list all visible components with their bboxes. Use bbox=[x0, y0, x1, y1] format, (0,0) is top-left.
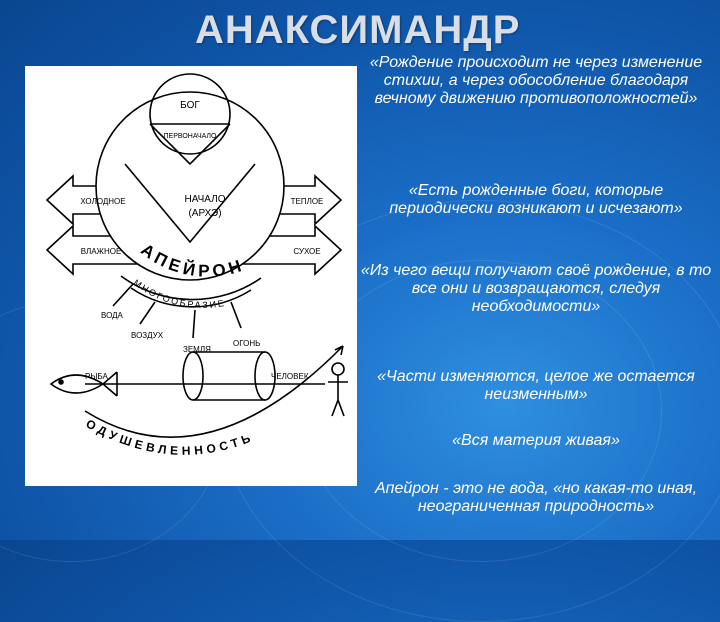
animation-arc bbox=[85, 346, 343, 437]
quote-necessity: «Из чего вещи получают своё рождение, в то все они и возвращаются, следуя необходимости» bbox=[360, 262, 712, 315]
apeiron-diagram bbox=[25, 66, 357, 486]
diagram-drawing bbox=[25, 66, 357, 486]
label-warm: ТЕПЛОЕ bbox=[290, 197, 324, 206]
quote-born-gods: «Есть рожденные боги, которые периодически возникают и исчезают» bbox=[389, 182, 683, 217]
label-water: ВОДА bbox=[101, 311, 123, 320]
label-god: БОГ bbox=[180, 100, 200, 111]
quote-living-matter: «Вся материя живая» bbox=[452, 432, 620, 449]
cylinder-top bbox=[183, 352, 203, 400]
label-arche-1: НАЧАЛО bbox=[184, 194, 226, 205]
label-first-principle: ПЕРВОНАЧАЛО bbox=[163, 133, 217, 140]
label-animation: ОДУШЕВЛЕННОСТЬ bbox=[83, 416, 257, 458]
label-cold: ХОЛОДНОЕ bbox=[80, 197, 126, 206]
quote-parts-whole: «Части изменяются, целое же остается неизменным» bbox=[377, 368, 695, 403]
label-dry: СУХОЕ bbox=[293, 247, 321, 256]
slide-title: АНАКСИМАНДР bbox=[195, 8, 521, 52]
label-air: ВОЗДУХ bbox=[131, 331, 164, 340]
label-human: ЧЕЛОВЕК bbox=[271, 372, 309, 381]
label-wet: ВЛАЖНОЕ bbox=[80, 247, 122, 256]
quote-apeiron-definition: Апейрон - это не вода, «но какая-то иная, неограниченная природность» bbox=[374, 480, 698, 515]
label-fish: РЫБА bbox=[85, 372, 108, 381]
label-apeiron: АПЕЙРОН bbox=[137, 239, 248, 281]
label-fire: ОГОНЬ bbox=[233, 339, 261, 348]
label-earth: ЗЕМЛЯ bbox=[183, 345, 211, 354]
quote-birth: «Рождение происходит не через изменение стихии, а через обособление благодаря вечному движению противоположностей» bbox=[369, 54, 703, 107]
principle-circle bbox=[96, 92, 284, 280]
label-arche-2: (АРХЭ) bbox=[188, 208, 222, 219]
label-diversity: МНОГООБРАЗИЕ bbox=[131, 277, 227, 311]
human-figure bbox=[332, 363, 344, 375]
